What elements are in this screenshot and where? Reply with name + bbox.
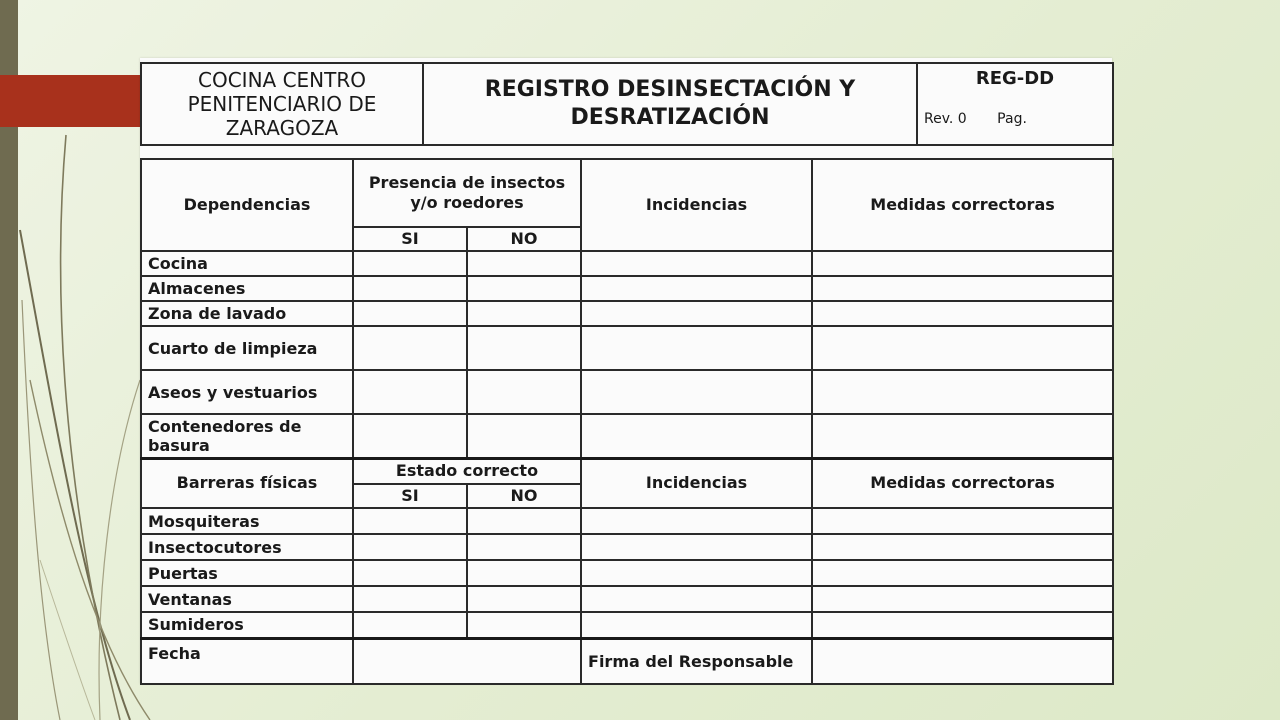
- col-header-dependencias: Dependencias: [141, 159, 353, 251]
- col-header-barreras: Barreras físicas: [141, 458, 353, 508]
- cell-incidencias[interactable]: [581, 251, 812, 276]
- cell-si[interactable]: [353, 326, 467, 370]
- col-header-estado: Estado correcto: [353, 458, 581, 484]
- cell-medidas[interactable]: [812, 560, 1113, 586]
- cell-si[interactable]: [353, 301, 467, 326]
- cell-si[interactable]: [353, 370, 467, 414]
- table-row: [141, 326, 1113, 370]
- cell-medidas[interactable]: [812, 414, 1113, 458]
- fecha-label: Fecha: [141, 638, 353, 684]
- cell-no[interactable]: [467, 586, 581, 612]
- register-table: [140, 158, 1114, 685]
- cell-si[interactable]: [353, 251, 467, 276]
- cell-medidas[interactable]: [812, 612, 1113, 638]
- cell-medidas[interactable]: [812, 370, 1113, 414]
- table-row: [141, 276, 1113, 301]
- cell-incidencias[interactable]: [581, 370, 812, 414]
- cell-medidas[interactable]: [812, 326, 1113, 370]
- decorative-grass-lines: [0, 0, 160, 720]
- row-label: Sumideros: [141, 612, 353, 638]
- cell-si[interactable]: [353, 560, 467, 586]
- col-header-incidencias: Incidencias: [581, 159, 812, 251]
- table-row: [141, 612, 1113, 638]
- table-row: [141, 560, 1113, 586]
- cell-no[interactable]: [467, 508, 581, 534]
- cell-si[interactable]: [353, 414, 467, 458]
- row-label: Aseos y vestuarios: [141, 370, 353, 414]
- document-form: [140, 58, 1112, 684]
- cell-no[interactable]: [467, 326, 581, 370]
- form-code-block: [917, 63, 1113, 145]
- table-row: [141, 508, 1113, 534]
- row-label: Insectocutores: [141, 534, 353, 560]
- col-header-no-2: NO: [467, 484, 581, 508]
- organization-name: COCINA CENTRO PENITENCIARIO DE ZARAGOZA: [141, 63, 423, 145]
- cell-no[interactable]: [467, 534, 581, 560]
- row-label: Cocina: [141, 251, 353, 276]
- row-label: Almacenes: [141, 276, 353, 301]
- cell-si[interactable]: [353, 508, 467, 534]
- cell-no[interactable]: [467, 414, 581, 458]
- cell-medidas[interactable]: [812, 251, 1113, 276]
- cell-medidas[interactable]: [812, 534, 1113, 560]
- fecha-field[interactable]: [353, 638, 581, 684]
- cell-no[interactable]: [467, 301, 581, 326]
- table-row: [141, 301, 1113, 326]
- cell-incidencias[interactable]: [581, 508, 812, 534]
- cell-si[interactable]: [353, 276, 467, 301]
- cell-no[interactable]: [467, 612, 581, 638]
- cell-medidas[interactable]: [812, 276, 1113, 301]
- cell-no[interactable]: [467, 560, 581, 586]
- cell-incidencias[interactable]: [581, 414, 812, 458]
- row-label: Contenedores de basura: [141, 414, 353, 458]
- cell-no[interactable]: [467, 276, 581, 301]
- cell-incidencias[interactable]: [581, 276, 812, 301]
- cell-si[interactable]: [353, 586, 467, 612]
- cell-medidas[interactable]: [812, 301, 1113, 326]
- cell-incidencias[interactable]: [581, 534, 812, 560]
- col-header-incidencias-2: Incidencias: [581, 458, 812, 508]
- cell-incidencias[interactable]: [581, 586, 812, 612]
- table-row: [141, 534, 1113, 560]
- table-row: [141, 414, 1113, 458]
- col-header-si: SI: [353, 227, 467, 251]
- col-header-presence: Presencia de insectos y/o roedores: [353, 159, 581, 227]
- cell-no[interactable]: [467, 370, 581, 414]
- signature-row: [141, 638, 1113, 684]
- table-row: [141, 370, 1113, 414]
- cell-incidencias[interactable]: [581, 301, 812, 326]
- firma-field[interactable]: [812, 638, 1113, 684]
- cell-si[interactable]: [353, 612, 467, 638]
- table-row: [141, 251, 1113, 276]
- cell-incidencias[interactable]: [581, 326, 812, 370]
- col-header-no: NO: [467, 227, 581, 251]
- form-header: [140, 62, 1114, 146]
- col-header-medidas: Medidas correctoras: [812, 159, 1113, 251]
- cell-incidencias[interactable]: [581, 612, 812, 638]
- cell-no[interactable]: [467, 251, 581, 276]
- col-header-medidas-2: Medidas correctoras: [812, 458, 1113, 508]
- cell-si[interactable]: [353, 534, 467, 560]
- form-title: REGISTRO DESINSECTACIÓN Y DESRATIZACIÓN: [423, 63, 917, 145]
- revision-label: Rev. 0: [924, 111, 967, 127]
- cell-incidencias[interactable]: [581, 560, 812, 586]
- cell-medidas[interactable]: [812, 508, 1113, 534]
- col-header-si-2: SI: [353, 484, 467, 508]
- form-code: REG-DD: [975, 68, 1055, 89]
- row-label: Zona de lavado: [141, 301, 353, 326]
- cell-medidas[interactable]: [812, 586, 1113, 612]
- row-label: Puertas: [141, 560, 353, 586]
- row-label: Cuarto de limpieza: [141, 326, 353, 370]
- row-label: Ventanas: [141, 586, 353, 612]
- table-row: [141, 586, 1113, 612]
- firma-label: Firma del Responsable: [581, 638, 812, 684]
- row-label: Mosquiteras: [141, 508, 353, 534]
- page-label: Pag.: [997, 111, 1027, 127]
